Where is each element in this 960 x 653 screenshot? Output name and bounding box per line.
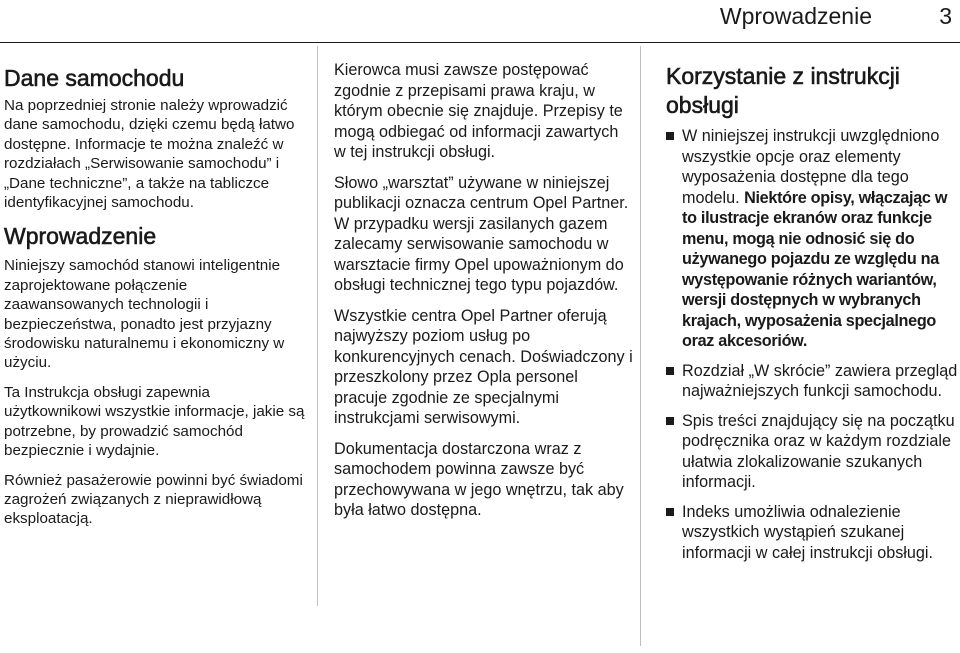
bullet-list	[666, 126, 958, 563]
square-bullet-icon	[666, 367, 674, 375]
column-left	[4, 56, 310, 539]
list-item-text: Rozdział „W skrócie” zawiera przegląd najważniejszych funkcji samochodu.	[682, 361, 958, 400]
section-heading-korzystanie: Korzystanie z instrukcji obsługi	[666, 63, 900, 118]
paragraph: Również pasażerowie powinni być świadomi zagrożeń związanych z nieprawidłową eksploatacją.	[4, 471, 303, 528]
list-item-bold-note: Niektóre opisy, włączając w to ilustracje ekranów oraz funkcje menu, mogą nie odnosić się do używanego pojazdu ze względu na występowanie różnych wariantów, wersji dostępnych w wybranych krajach, wyposażenia specjalnego oraz akcesoriów.	[682, 188, 948, 350]
header-rule	[0, 42, 960, 43]
list-item	[666, 361, 958, 402]
column-divider-2	[640, 46, 641, 646]
list-item	[666, 126, 958, 352]
square-bullet-icon	[666, 417, 674, 425]
running-title: Wprowadzenie	[719, 3, 872, 29]
section-heading-dane-samochodu: Dane samochodu	[4, 65, 185, 91]
paragraph: Słowo „warsztat” używane w niniejszej publikacji oznacza centrum Opel Partner. W przypadku wersji zasilanych gazem zalecamy serwisowanie samochodu w warsztacie firmy Opel upoważnionym do obsługi technicznej tego typu pojazdów.	[334, 173, 629, 294]
paragraph: Kierowca musi zawsze postępować zgodnie z przepisami prawa kraju, w którym obecnie się znajduje. Przepisy te mogą odbiegać od informacji zawartych w tej instrukcji obsługi.	[334, 61, 623, 161]
square-bullet-icon	[666, 132, 674, 140]
list-item	[666, 502, 958, 564]
square-bullet-icon	[666, 508, 674, 516]
list-item-text: Spis treści znajdujący się na początku podręcznika oraz w każdym rozdziale ułatwia zlokalizowanie szukanych informacji.	[682, 411, 955, 491]
list-item	[666, 411, 958, 493]
column-divider-1	[317, 46, 318, 606]
page-number: 3	[939, 3, 952, 29]
paragraph: Dokumentacja dostarczona wraz z samochodem powinna zawsze być przechowywana w jego wnętrzu, tak aby była łatwo dostępna.	[334, 439, 624, 519]
section-heading-wprowadzenie: Wprowadzenie	[4, 223, 157, 250]
list-item-text: W niniejszej instrukcji uwzględniono wszystkie opcje oraz elementy wyposażenia dostępne dla tego modelu.	[682, 127, 940, 207]
column-right	[666, 62, 958, 572]
running-header	[0, 0, 960, 44]
paragraph: Wszystkie centra Opel Partner oferują najwyższy poziom usług po konkurencyjnych cenach. Doświadczony i przeszkolony przez Opla personel pracuje zgodnie ze specjalnymi instrukcjami serwisowymi.	[334, 306, 633, 427]
column-middle	[334, 60, 634, 531]
list-item-text: Indeks umożliwia odnalezienie wszystkich wystąpień szukanej informacji w całej instrukcji obsługi.	[682, 502, 933, 562]
paragraph: Niniejszy samochód stanowi inteligentnie zaprojektowane połączenie zaawansowanych technologii i bezpieczeństwa, ponadto jest przyjazny środowisku naturalnemu i ekonomiczny w użyciu.	[4, 257, 285, 372]
paragraph: Na poprzedniej stronie należy wprowadzić dane samochodu, dzięki czemu będą łatwo dostępne. Informacje te można znaleźć w rozdziałach „Serwisowanie samochodu” i „Dane techniczne”, a także na tabliczce identyfikacyjnej samochodu.	[4, 97, 295, 212]
paragraph: Ta Instrukcja obsługi zapewnia użytkownikowi wszystkie informacje, jakie są potrzebne, by prowadzić samochód bezpiecznie i wydajnie.	[4, 383, 305, 460]
